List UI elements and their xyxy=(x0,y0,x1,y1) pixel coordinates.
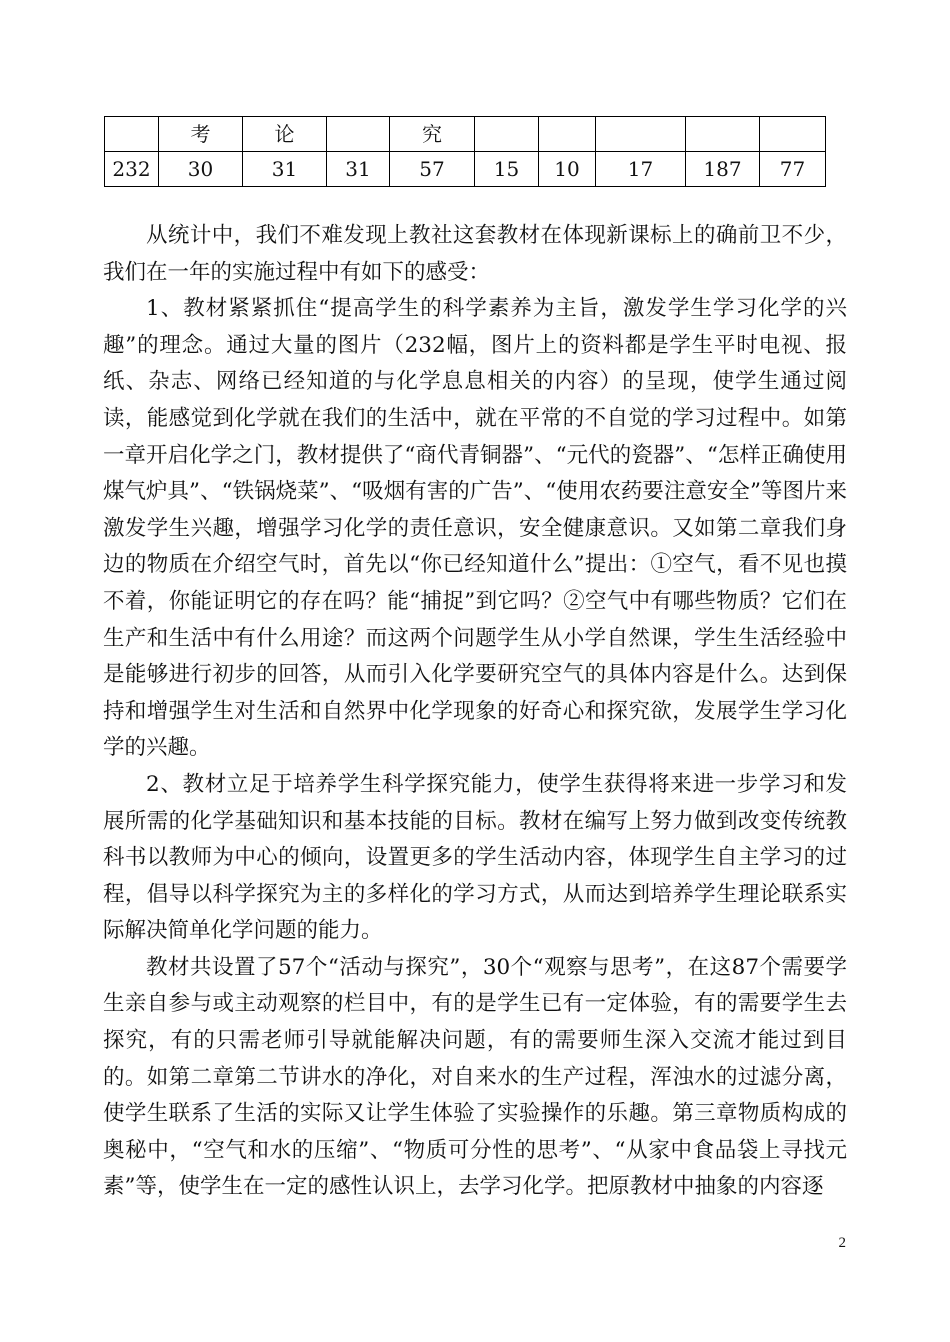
table-cell: 187 xyxy=(686,152,760,187)
table-cell: 17 xyxy=(596,152,686,187)
table-cell: 15 xyxy=(475,152,539,187)
paragraph-summary: 从统计中，我们不难发现上教社这套教材在体现新课标上的确前卫不少，我们在一年的实施过程中有如下的感受： xyxy=(103,223,847,285)
table-cell: 57 xyxy=(390,152,475,187)
table-cell: 77 xyxy=(760,152,826,187)
table-cell: 31 xyxy=(243,152,327,187)
table-cell xyxy=(475,117,539,152)
page-number: 2 xyxy=(838,1235,846,1251)
table-row xyxy=(105,117,826,152)
table-cell xyxy=(596,117,686,152)
table-row xyxy=(105,152,826,187)
statistics-table xyxy=(104,116,826,187)
table-cell: 30 xyxy=(159,152,243,187)
table-cell: 232 xyxy=(105,152,159,187)
body-text xyxy=(103,218,847,1206)
table-cell xyxy=(105,117,159,152)
table-cell xyxy=(686,117,760,152)
table-cell xyxy=(327,117,390,152)
table-cell: 10 xyxy=(539,152,596,187)
table-cell xyxy=(760,117,826,152)
table-cell: 考 xyxy=(159,117,243,152)
paragraph-point-2: 2、教材立足于培养学生科学探究能力，使学生获得将来进一步学习和发展所需的化学基础知识和基本技能的目标。教材在编写上努力做到改变传统教科书以教师为中心的倾向，设置更多的学生活动内容，体现学生自主学习的过程，倡导以科学探究为主的多样化的学习方式，从而达到培养学生理论联系实际解决简单化学问题的能力。 xyxy=(103,771,847,944)
paragraph-point-1: 1、教材紧紧抓住“提高学生的科学素养为主旨，激发学生学习化学的兴趣”的理念。通过大量的图片（232幅，图片上的资料都是学生平时电视、报纸、杂志、网络已经知道的与化学息息相关的内容）的呈现，使学生通过阅读，能感觉到化学就在我们的生活中，就在平常的不自觉的学习过程中。如第一章开启化学之门，教材提供了“商代青铜器”、“元代的瓷器”、“怎样正确使用煤气炉具”、“铁锅烧菜”、“吸烟有害的广告”、“使用农药要注意安全”等图片来激发学生兴趣，增强学习化学的责任意识，安全健康意识。又如第二章我们身边的物质在介绍空气时，首先以“你已经知道什么”提出：①空气，看不见也摸不着，你能证明它的存在吗？能“捕捉”到它吗？②空气中有哪些物质？它们在生产和生活中有什么用途？而这两个问题学生从小学自然课，学生生活经验中是能够进行初步的回答，从而引入化学要研究空气的具体内容是什么。达到保持和增强学生对生活和自然界中化学现象的好奇心和探究欲，发展学生学习化学的兴趣。 xyxy=(103,296,847,761)
table-cell: 究 xyxy=(390,117,475,152)
table-cell: 论 xyxy=(243,117,327,152)
paragraph-activities: 教材共设置了57个“活动与探究”，30个“观察与思考”，在这87个需要学生亲自参与或主动观察的栏目中，有的是学生已有一定体验，有的需要学生去探究，有的只需老师引导就能解决问题，有的需要师生深入交流才能过到目的。如第二章第二节讲水的净化，对自来水的生产过程，浑浊水的过滤分离，使学生联系了生活的实际又让学生体验了实验操作的乐趣。第三章物质构成的奥秘中，“空气和水的压缩”、“物质可分性的思考”、“从家中食品袋上寻找元素”等，使学生在一定的感性认识上，去学习化学。把原教材中抽象的内容逐 xyxy=(103,954,847,1200)
table-cell xyxy=(539,117,596,152)
table-cell: 31 xyxy=(327,152,390,187)
